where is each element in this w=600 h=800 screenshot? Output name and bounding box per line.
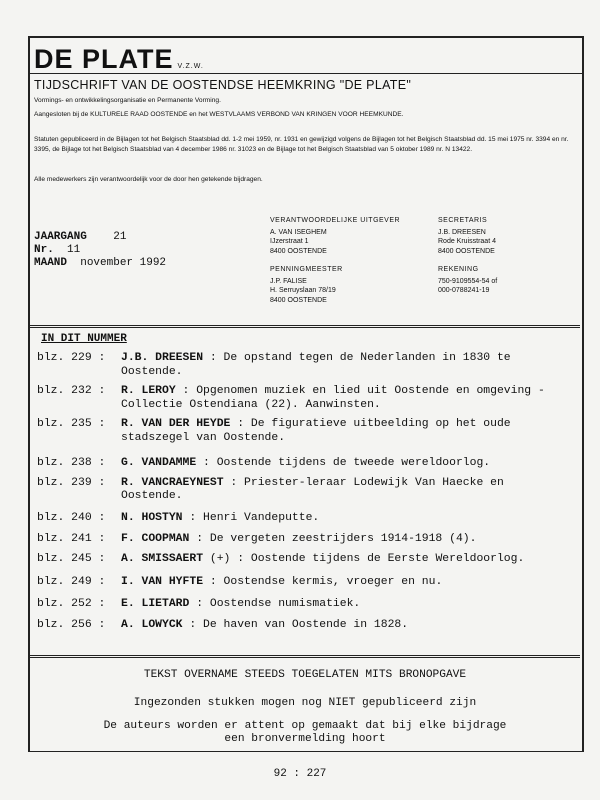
top-rule bbox=[28, 36, 582, 38]
contact-penningmeester bbox=[270, 265, 343, 305]
secretaris-city: 8400 OOSTENDE bbox=[438, 247, 495, 255]
toc-entry-text bbox=[121, 477, 567, 504]
toc-entry bbox=[37, 533, 567, 547]
toc-article-title: : Opgenomen muziek en lied uit Oostende en omgeving - Collectie Ostendiana (22). Aanwinsten. bbox=[121, 385, 545, 411]
penning-city: 8400 OOSTENDE bbox=[270, 296, 327, 304]
logo-text: DE PLATE bbox=[34, 44, 174, 74]
organisation-line: Vormings- en ontwikkelingsorganisatie en Permanente Vorming. bbox=[34, 97, 221, 104]
toc-entry bbox=[37, 576, 567, 590]
toc-article-title: : Oostendse numismatiek. bbox=[189, 597, 361, 610]
contact-rekening bbox=[438, 265, 497, 296]
rekening-number-1: 750-9109554-54 of bbox=[438, 277, 498, 285]
toc-entry-text bbox=[121, 533, 567, 547]
toc-page-ref: blz. 252 : bbox=[37, 597, 106, 610]
section-divider bbox=[30, 325, 580, 328]
contact-secretaris bbox=[438, 216, 496, 256]
issue-info bbox=[34, 231, 166, 270]
toc-article-title: : De vergeten zeestrijders 1914-1918 (4). bbox=[189, 533, 477, 545]
toc-entry bbox=[37, 385, 567, 412]
rekening-number-2: 000-0788241-19 bbox=[438, 287, 490, 294]
toc-entry bbox=[37, 457, 567, 471]
uitgever-heading: VERANTWOORDELIJKE UITGEVER bbox=[270, 217, 401, 224]
secretaris-street: Rode Kruisstraat 4 bbox=[438, 238, 496, 245]
affiliation-line: Aangesloten bij de KULTURELE RAAD OOSTENDE en het WESTVLAAMS VERBOND VAN KRINGEN VOOR HEEMKUNDE. bbox=[34, 111, 404, 118]
notice-copy: TEKST OVERNAME STEEDS TOEGELATEN MITS BRONOPGAVE bbox=[143, 669, 467, 681]
toc-author: I. VAN HYFTE bbox=[121, 576, 204, 588]
responsibility-text: Alle medewerkers zijn verantwoordelijk voor de door hen getekende bijdragen. bbox=[34, 176, 263, 183]
toc-article-title: : De figuratieve uitbeelding op het oude stadszegel van Oostende. bbox=[121, 418, 511, 444]
bottom-rule bbox=[28, 751, 582, 752]
maand-value: november 1992 bbox=[80, 257, 167, 269]
toc-author: A. LOWYCK bbox=[121, 619, 183, 631]
toc-author: J.B. DREESEN bbox=[121, 352, 204, 364]
masthead-rule bbox=[28, 73, 582, 74]
toc-page-ref: blz. 241 : bbox=[37, 533, 106, 545]
nr-label: Nr. bbox=[34, 244, 54, 256]
toc-entry bbox=[37, 418, 567, 445]
toc-entry-text bbox=[121, 576, 567, 590]
toc-article-title: : Oostendse kermis, vroeger en nu. bbox=[203, 576, 443, 588]
toc-entry-text bbox=[121, 512, 567, 526]
secretaris-name: J.B. DREESEN bbox=[438, 228, 486, 236]
toc-entry-text bbox=[121, 385, 567, 412]
toc-page-ref: blz. 240 : bbox=[37, 511, 106, 524]
penning-name: J.P. FALISE bbox=[270, 277, 307, 285]
notice-sources-1: De auteurs worden er attent op gemaakt dat bij elke bijdrage bbox=[103, 720, 507, 732]
notice-submissions: Ingezonden stukken mogen nog NIET gepubliceerd zijn bbox=[133, 697, 477, 709]
toc-article-title: : Oostende tijdens de tweede wereldoorlog. bbox=[196, 457, 491, 469]
toc-entry bbox=[37, 553, 567, 567]
rekening-heading: REKENING bbox=[438, 266, 479, 273]
toc-article-title: : De opstand tegen de Nederlanden in 1830 te Oostende. bbox=[121, 352, 511, 378]
contact-uitgever bbox=[270, 216, 400, 256]
toc-entry-text bbox=[121, 598, 567, 612]
toc-author: N. HOSTYN bbox=[121, 511, 183, 524]
secretaris-heading: SECRETARIS bbox=[438, 217, 488, 224]
toc-author: F. COOPMAN bbox=[121, 533, 190, 545]
toc-entry bbox=[37, 598, 567, 612]
toc-page-ref: blz. 229 : bbox=[37, 352, 106, 364]
toc-entry-text bbox=[121, 457, 567, 471]
toc-entry-text bbox=[121, 418, 567, 445]
toc-entry-text bbox=[121, 619, 567, 633]
nr-value: 11 bbox=[67, 244, 81, 256]
uitgever-name: A. VAN ISEGHEM bbox=[270, 228, 327, 236]
toc-page-ref: blz. 239 : bbox=[37, 476, 106, 489]
toc-article-title: : Priester-leraar Lodewijk Van Haecke en Oostende. bbox=[121, 476, 504, 502]
toc-author: A. SMISSAERT bbox=[121, 552, 204, 565]
toc-entry bbox=[37, 619, 567, 633]
toc-article-title: : Henri Vandeputte. bbox=[182, 511, 320, 524]
toc-author: R. VAN DER HEYDE bbox=[121, 418, 231, 430]
statutes-text: Statuten gepubliceerd in de Bijlagen tot het Belgisch Staatsblad dd. 1-2 mei 1959, nr. 1931 en gewijzigd volgens de Bijlagen tot het Belgisch Staatsblad dd. 15 mei 1975 nr. 3394 en nr. 3395, de Bijlage tot het Belgisch Staatsblad van 4 december 1986 nr. 31023 en de Bijlage tot het Belgisch Staatsblad van 5 oktober 1989 nr. N 13422. bbox=[34, 136, 569, 153]
jaargang-label: JAARGANG bbox=[34, 231, 87, 243]
toc-article-title: (+) : Oostende tijdens de Eerste Wereldoorlog. bbox=[203, 552, 525, 565]
toc-page-ref: blz. 245 : bbox=[37, 552, 106, 565]
toc-title: IN DIT NUMMER bbox=[41, 333, 127, 345]
notice-divider bbox=[30, 655, 580, 658]
toc-entry bbox=[37, 352, 567, 379]
masthead bbox=[34, 44, 204, 75]
toc-author: E. LIETARD bbox=[121, 597, 190, 610]
toc-article-title: : De haven van Oostende in 1828. bbox=[182, 619, 409, 631]
jaargang-value: 21 bbox=[113, 231, 127, 243]
notice-sources-2: een bronvermelding hoort bbox=[224, 733, 386, 745]
toc-page-ref: blz. 232 : bbox=[37, 385, 106, 397]
toc-entry-text bbox=[121, 553, 567, 567]
vzw-label: V.Z.W. bbox=[177, 63, 204, 70]
toc-entry bbox=[37, 512, 567, 526]
toc-page-ref: blz. 235 : bbox=[37, 418, 106, 430]
penning-heading: PENNINGMEESTER bbox=[270, 266, 343, 273]
toc-page-ref: blz. 249 : bbox=[37, 576, 106, 588]
toc-author: R. VANCRAEYNEST bbox=[121, 476, 224, 489]
journal-subtitle: TIJDSCHRIFT VAN DE OOSTENDSE HEEMKRING "DE PLATE" bbox=[34, 78, 412, 92]
maand-label: MAAND bbox=[34, 257, 68, 269]
toc-entry-text bbox=[121, 352, 567, 379]
toc-page-ref: blz. 238 : bbox=[37, 457, 106, 469]
penning-street: H. Serruyslaan 78/19 bbox=[270, 287, 336, 294]
uitgever-street: IJzerstraat 1 bbox=[270, 238, 309, 245]
toc-page-ref: blz. 256 : bbox=[37, 619, 106, 631]
toc-list bbox=[37, 352, 567, 633]
toc-author: R. LEROY bbox=[121, 385, 176, 397]
page-number: 92 : 227 bbox=[273, 768, 327, 780]
uitgever-city: 8400 OOSTENDE bbox=[270, 247, 327, 255]
toc-entry bbox=[37, 477, 567, 504]
toc-author: G. VANDAMME bbox=[121, 457, 197, 469]
